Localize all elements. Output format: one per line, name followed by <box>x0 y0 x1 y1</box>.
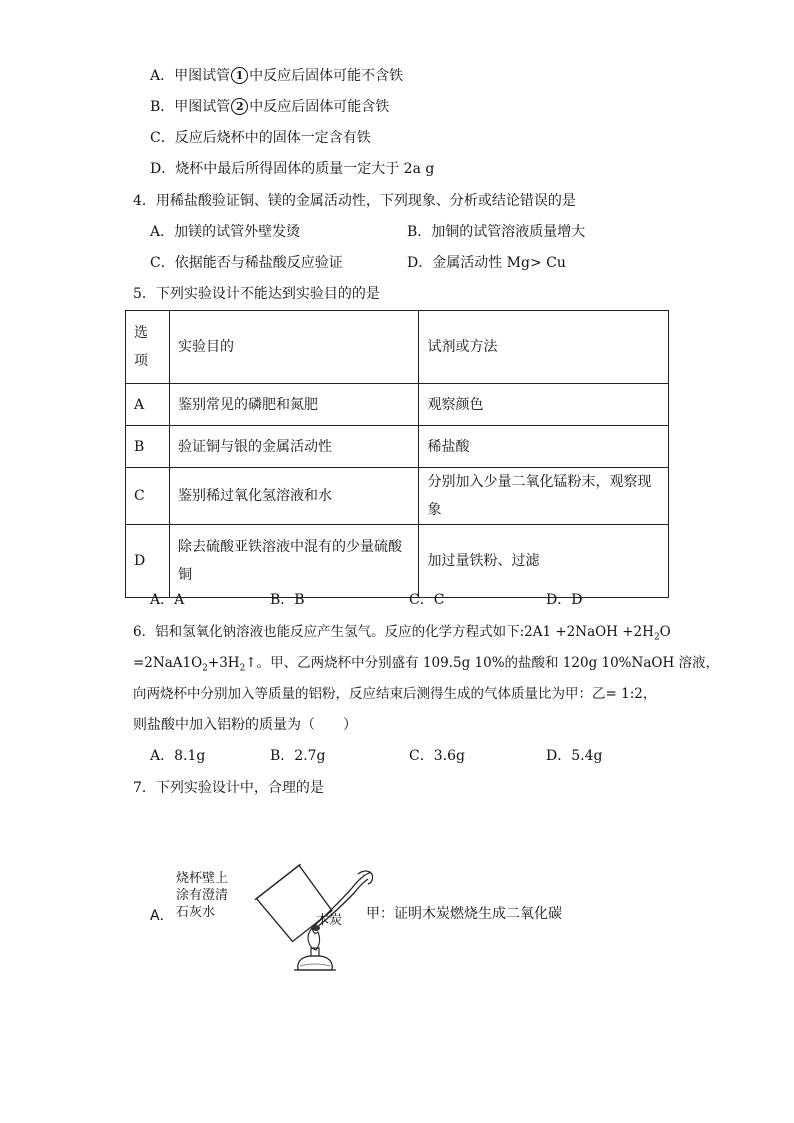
row-purpose: 鉴别稀过氧化氢溶液和水 <box>169 468 418 525</box>
flame-icon <box>308 928 320 950</box>
table-row <box>126 384 669 426</box>
header-option-cell <box>126 311 170 384</box>
q3-option-d: D．烧杯中最后所得固体的质量一定大于 2a g <box>150 161 435 177</box>
row-purpose: 鉴别常见的磷肥和氮肥 <box>169 384 418 426</box>
q6-line3: 向两烧杯中分别加入等质量的铝粉，反应结束后测得生成的气体质量比为甲：乙= 1:2， <box>133 686 657 702</box>
row-method: 加过量铁粉、过滤 <box>419 525 669 598</box>
q4-option-c: C．依据能否与稀盐酸反应验证 <box>150 255 343 271</box>
q3-option-c: C．反应后烧杯中的固体一定含有铁 <box>150 130 371 146</box>
q6-line2 <box>133 653 719 679</box>
row-option: D <box>126 525 170 598</box>
q4-option-d: D．金属活动性 Mg> Cu <box>407 255 566 271</box>
circled-number-2: 2 <box>231 98 248 115</box>
inverted-beaker <box>255 864 335 944</box>
q7-stem: 7．下列实验设计中，合理的是 <box>133 780 324 796</box>
q3-option-b-post: 中反应后固体可能含铁 <box>249 99 390 115</box>
q6-option-a: A．8.1g <box>150 748 206 764</box>
q4-option-a: A．加镁的试管外壁发烫 <box>150 224 301 240</box>
q6-line1-end: O <box>659 624 671 640</box>
q5-option-c: C．C <box>409 592 445 608</box>
q6-option-b: B．2.7g <box>270 748 326 764</box>
row-option: A <box>126 384 170 426</box>
q3-option-a-post: 中反应后固体可能不含铁 <box>249 68 404 84</box>
figure-caption: 甲：证明木炭燃烧生成二氧化碳 <box>366 906 562 922</box>
q7-option-a-figure <box>150 862 590 972</box>
header-method-cell: 试剂或方法 <box>419 311 669 384</box>
header-purpose-cell: 实验目的 <box>169 311 418 384</box>
circled-number-1: 1 <box>231 67 248 84</box>
figure-label-charcoal: 木炭 <box>316 913 343 928</box>
q6-line2-a: =2NaA1O <box>133 655 203 671</box>
row-purpose-line1: 除去硫酸亚铁溶液中混有的少量硫酸 <box>177 539 402 555</box>
q6-line2-sub1: 2 <box>202 663 208 674</box>
figure-label-line1: 烧杯壁上 <box>176 871 229 886</box>
row-method: 分别加入少量二氧化锰粉末，观察现象 <box>419 468 669 525</box>
table-row <box>126 468 669 525</box>
header-option-line2: 项 <box>134 353 148 369</box>
q6-line1-text: 6．铝和氢氧化钠溶液也能反应产生氢气。反应的化学方程式如下:2A1 +2NaOH +2H <box>133 624 654 640</box>
q3-option-a <box>150 66 403 86</box>
q6-line2-b: +3H <box>207 655 240 671</box>
table-row <box>126 525 669 598</box>
figure-label-line3: 石灰水 <box>176 905 216 920</box>
q4-option-b: B．加铜的试管溶液质量增大 <box>407 224 586 240</box>
row-purpose <box>169 525 418 598</box>
q5-stem: 5．下列实验设计不能达到实验目的的是 <box>133 286 380 302</box>
q5-option-d: D．D <box>546 592 583 608</box>
q6-option-d: D．5.4g <box>546 748 603 764</box>
q6-line2-c: ↑。甲、乙两烧杯中分别盛有 109.5g 10%的盐酸和 120g 10%NaOH 溶液， <box>245 655 720 671</box>
row-purpose-line2: 铜 <box>177 567 192 583</box>
header-option-line1: 选 <box>134 325 148 341</box>
q5-option-b: B．B <box>270 592 305 608</box>
row-purpose: 验证铜与银的金属活动性 <box>169 426 418 468</box>
q7-option-a-label: A． <box>150 908 174 924</box>
q6-line4: 则盐酸中加入铝粉的质量为（ ） <box>133 717 357 733</box>
q5-option-a: A．A <box>150 592 185 608</box>
q3-option-b <box>150 97 389 117</box>
figure-label-line2: 涂有澄清 <box>176 888 229 903</box>
q5-table <box>125 310 669 598</box>
q6-option-c: C．3.6g <box>409 748 465 764</box>
q3-option-b-pre: B．甲图试管 <box>150 99 231 115</box>
alcohol-lamp <box>294 948 336 970</box>
row-option: B <box>126 426 170 468</box>
table-row <box>126 426 669 468</box>
row-option: C <box>126 468 170 525</box>
row-method: 稀盐酸 <box>419 426 669 468</box>
row-method: 观察颜色 <box>419 384 669 426</box>
table-header-row <box>126 311 669 384</box>
q6-line1-sub: 2 <box>653 632 660 643</box>
q6-line1 <box>133 622 671 648</box>
q4-stem: 4．用稀盐酸验证铜、镁的金属活动性，下列现象、分析或结论错误的是 <box>133 193 576 209</box>
q6-line2-sub2: 2 <box>239 663 246 674</box>
q3-option-a-pre: A．甲图试管 <box>150 68 231 84</box>
